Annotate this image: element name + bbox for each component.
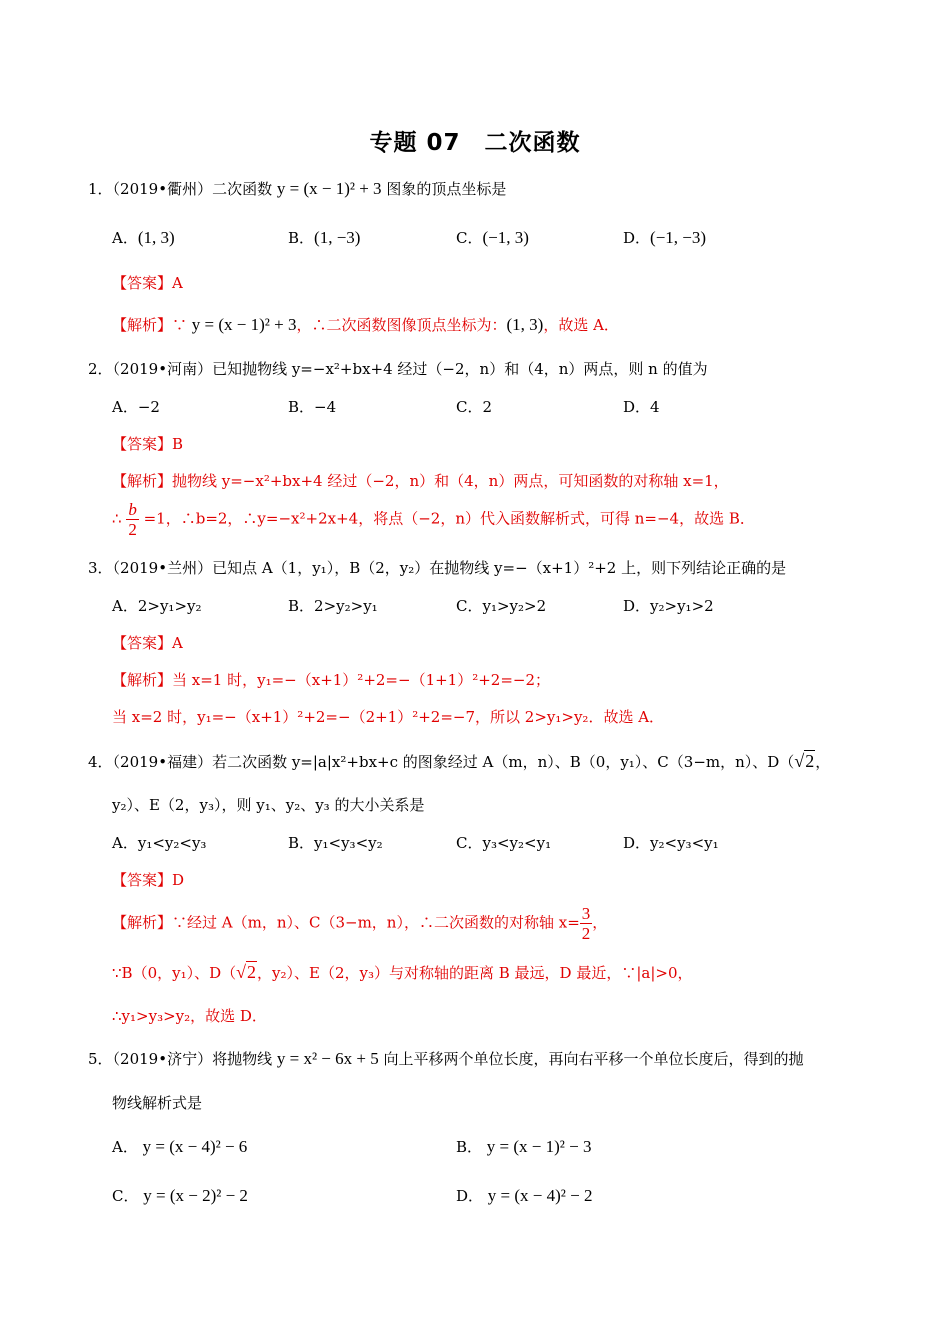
- q1-explanation: 【解析】∵ y = (x − 1)² + 3，∴二次函数图像顶点坐标为：(1, 3)，故选 A．: [112, 315, 619, 334]
- q1-option-a: A．(1, 3): [112, 228, 175, 247]
- q5-stem-line1: 5．（2019•济宁）将抛物线 y = x² − 6x + 5 向上平移两个单位长度，再向右平移一个单位长度后，得到的抛: [88, 1049, 804, 1068]
- q2-option-b: B．−4: [288, 398, 337, 416]
- q1-option-b: B．(1, −3): [288, 228, 361, 247]
- q3-option-c: C．y₁>y₂>2: [456, 597, 547, 615]
- q4-stem-line2: y₂）、E（2，y₃），则 y₁、y₂、y₃ 的大小关系是: [112, 796, 425, 814]
- q2-option-d: D．4: [623, 398, 660, 416]
- q4-option-c: C．y₃<y₂<y₁: [456, 834, 552, 852]
- q4-stem-line1: 4．（2019•福建）若二次函数 y=|a|x²+bx+c 的图象经过 A（m，n）、B（0，y₁）、C（3−m，n）、D（√2，: [88, 751, 831, 771]
- q1-option-d: D．(−1, −3): [623, 228, 707, 247]
- q5-stem-line2: 物线解析式是: [112, 1094, 203, 1112]
- q1-answer: 【答案】A: [112, 274, 183, 292]
- q2-explanation-line2: ∴ $\frac{b}{2}$ =1，∴b=2，∴y=−x²+2x+4，将点（−2，n）代入函数解析式，可得 n=−4，故选 B．: [112, 500, 755, 539]
- q1-stem-formula: y = (x − 1)² + 3: [276, 179, 382, 198]
- q2-fraction: $\frac{b}{2}$: [128, 500, 137, 539]
- q4-explanation-line1: 【解析】∵经过 A（m，n）、C（3−m，n），∴二次函数的对称轴 x= $\frac{3}{2}$ ，: [112, 904, 608, 943]
- q4-exp-sqrt: √2: [236, 962, 257, 982]
- q5-option-b: B． y = (x − 1)² − 3: [456, 1137, 592, 1156]
- q3-option-d: D．y₂>y₁>2: [623, 597, 714, 615]
- q4-option-b: B．y₁<y₃<y₂: [288, 834, 383, 852]
- q4-option-d: D．y₂<y₃<y₁: [623, 834, 719, 852]
- q3-explanation-line2: 当 x=2 时，y₁=−（x+1）²+2=−（2+1）²+2=−7，所以 2>y₁>y₂．故选 A．: [112, 708, 665, 726]
- q4-explanation-line2: ∵B（0，y₁）、D（√2，y₂）、E（2，y₃）与对称轴的距离 B 最远，D 最近，∵|a|>0，: [112, 962, 693, 982]
- q4-answer: 【答案】D: [112, 871, 185, 889]
- q1-option-c: C．(−1, 3): [456, 228, 529, 247]
- q2-answer: 【答案】B: [112, 435, 184, 453]
- q4-option-a: A．y₁<y₂<y₃: [112, 834, 207, 852]
- q2-explanation-line1: 【解析】抛物线 y=−x²+bx+4 经过（−2，n）和（4，n）两点，可知函数的对称轴 x=1，: [112, 472, 729, 490]
- q3-option-b: B．2>y₂>y₁: [288, 597, 378, 615]
- q2-stem: 2．（2019•河南）已知抛物线 y=−x²+bx+4 经过（−2，n）和（4，n）两点，则 n 的值为: [88, 360, 708, 378]
- q4-fraction: $\frac{3}{2}$: [581, 904, 591, 943]
- q4-explanation-line3: ∴y₁>y₃>y₂，故选 D．: [112, 1007, 267, 1025]
- q2-option-c: C．2: [456, 398, 493, 416]
- q5-stem-formula: y = x² − 6x + 5: [276, 1049, 379, 1068]
- page-title: 专题 07 二次函数: [369, 130, 581, 156]
- q1-stem: 1．（2019•衢州）二次函数 y = (x − 1)² + 3 图象的顶点坐标是: [88, 179, 507, 198]
- q3-option-a: A．2>y₁>y₂: [112, 597, 202, 615]
- q5-option-c: C． y = (x − 2)² − 2: [112, 1186, 248, 1205]
- q3-explanation-line1: 【解析】当 x=1 时，y₁=−（x+1）²+2=−（1+1）²+2=−2；: [112, 671, 551, 689]
- q3-stem: 3．（2019•兰州）已知点 A（1，y₁），B（2，y₂）在抛物线 y=−（x+1）²+2 上，则下列结论正确的是: [88, 559, 787, 577]
- q4-sqrt: √2: [794, 751, 815, 771]
- q3-answer: 【答案】A: [112, 634, 183, 652]
- q5-option-d: D． y = (x − 4)² − 2: [456, 1186, 593, 1205]
- q5-option-a: A． y = (x − 4)² − 6: [112, 1137, 248, 1156]
- q2-option-a: A．−2: [112, 398, 160, 416]
